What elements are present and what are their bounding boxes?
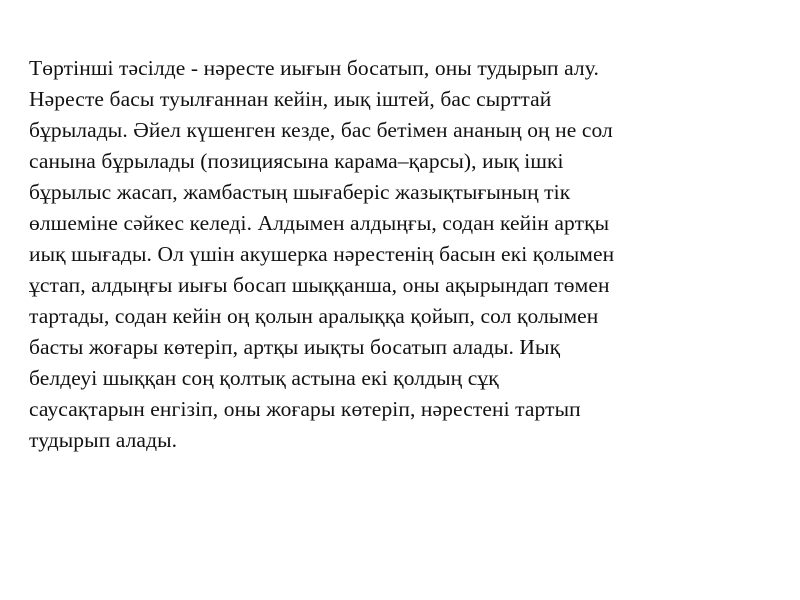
paragraph-line: бұрылыс жасап, жамбастың шығаберіс жазықтығының тік [29,180,571,204]
paragraph [29,53,779,456]
paragraph-line: ұстап, алдыңғы иығы босап шыққанша, оны ақырындап төмен [29,273,610,297]
paragraph-line: өлшеміне сәйкес келеді. Алдымен алдыңғы, содан кейін артқы [29,211,610,235]
paragraph-line: Төртінші тәсілде - нәресте иығын босатып, оны тудырып алу. [29,56,599,80]
paragraph-line: тудырып алады. [29,428,178,452]
paragraph-line: санына бұрылады (позициясына карама–қарсы), иық ішкі [29,149,564,173]
paragraph-line: саусақтарын енгізіп, оны жоғары көтеріп, нәрестені тартып [29,397,581,421]
paragraph-line: басты жоғары көтеріп, артқы иықты босатып алады. Иық [29,335,561,359]
paragraph-line: белдеуі шыққан соң қолтық астына екі қолдың сұқ [29,366,499,390]
paragraph-line: тартады, содан кейін оң қолын аралыққа қойып, сол қолымен [29,304,599,328]
paragraph-line: бұрылады. Әйел күшенген кезде, бас бетімен ананың оң не сол [29,118,613,142]
paragraph-line: иық шығады. Ол үшін акушерка нәрестенің басын екі қолымен [29,242,615,266]
paragraph-line: Нәресте басы туылғаннан кейін, иық іштей, бас сырттай [29,87,552,111]
